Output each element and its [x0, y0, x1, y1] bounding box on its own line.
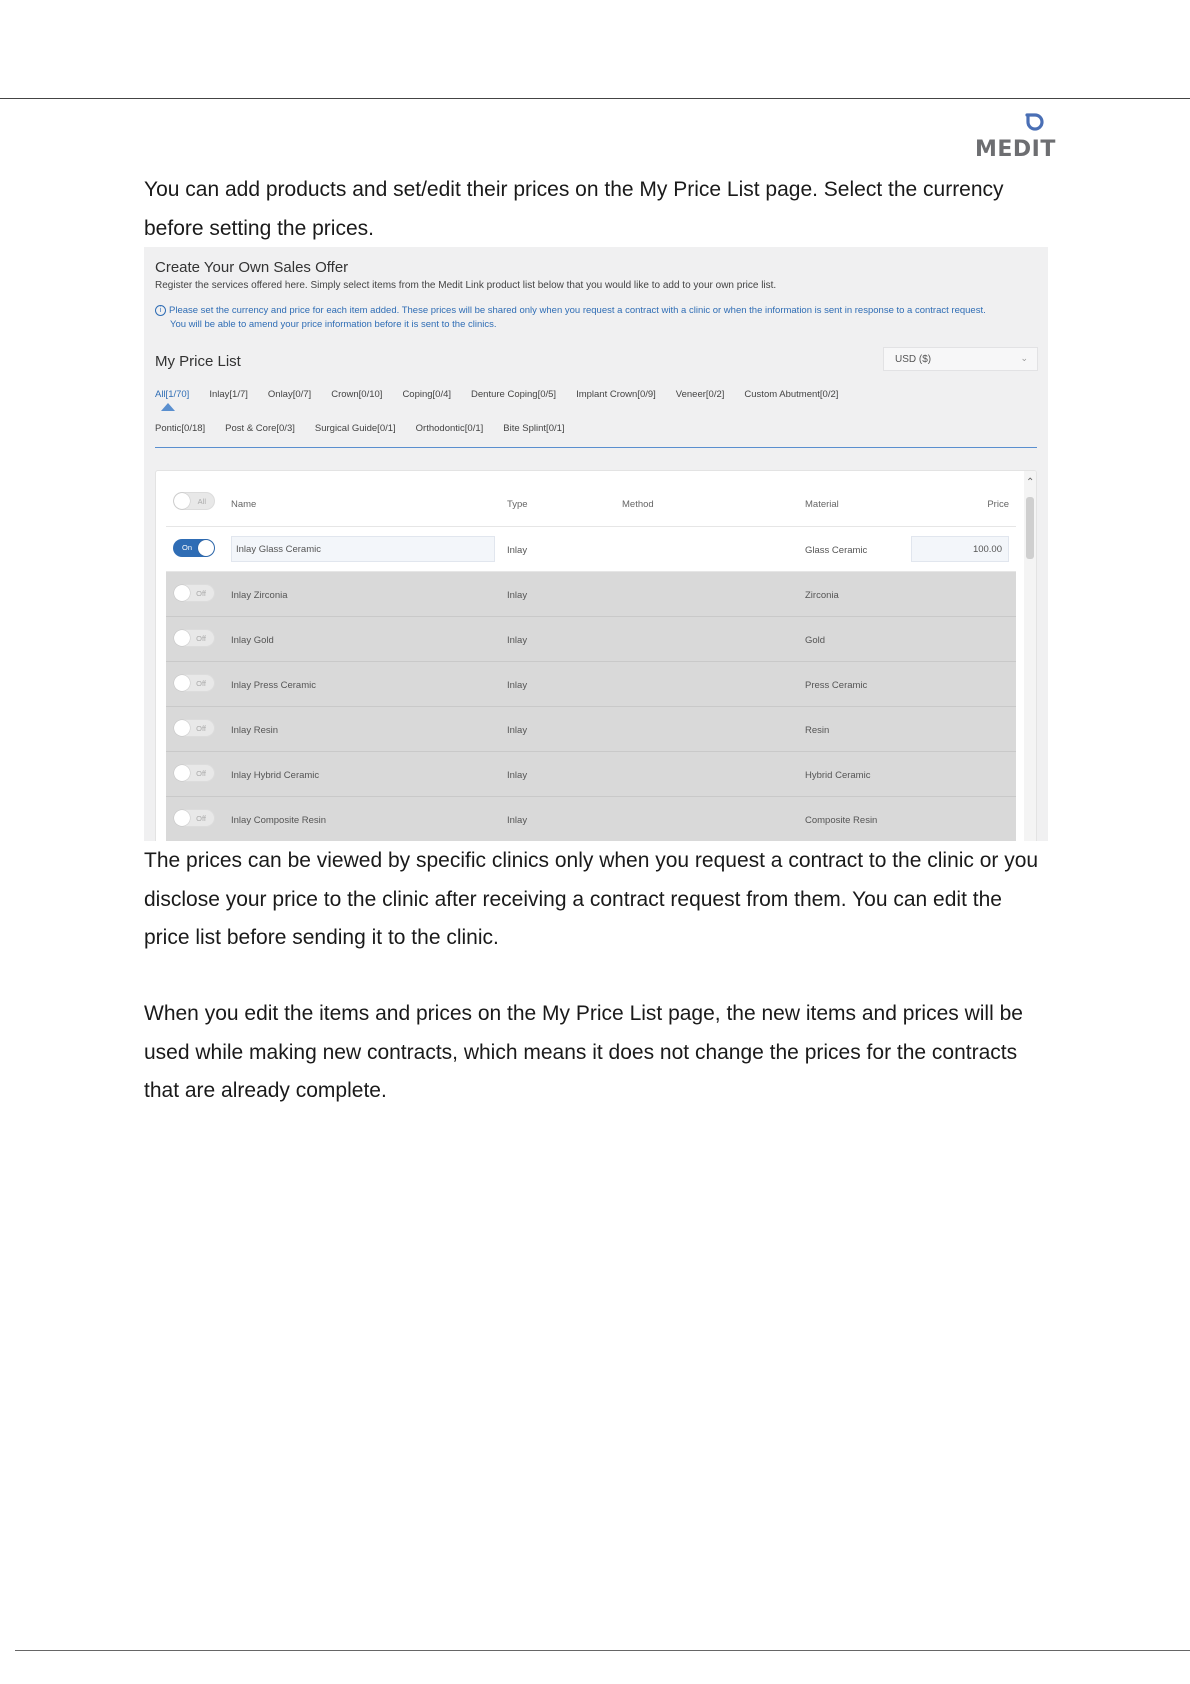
tab-surgical-guide[interactable]: Surgical Guide[0/1]: [314, 423, 396, 434]
tab-bite-splint[interactable]: Bite Splint[0/1]: [503, 423, 565, 434]
medit-logo-wordmark: MEDIT: [975, 137, 1056, 162]
item-toggle[interactable]: [173, 629, 215, 647]
header-material: Material: [805, 499, 839, 510]
scrollbar-thumb[interactable]: [1026, 497, 1034, 559]
tab-crown[interactable]: Crown[0/10]: [331, 389, 383, 400]
table-row: [166, 752, 1016, 797]
tab-veneer[interactable]: Veneer[0/2]: [675, 389, 725, 400]
item-toggle-label: Off: [196, 589, 206, 598]
item-type: Inlay: [507, 545, 528, 556]
toggle-knob: [174, 720, 190, 736]
header-price: Price: [987, 499, 1009, 510]
tab-denture-coping[interactable]: Denture Coping[0/5]: [471, 389, 557, 400]
sales-offer-title: Create Your Own Sales Offer: [155, 259, 349, 276]
tab-post-core[interactable]: Post & Core[0/3]: [225, 423, 295, 434]
viewing-paragraph: The prices can be viewed by specific clinics only when you request a contract to the clinic or you disclose your price to the clinic after receiving a contract request from them. You can edit the price list before sending it to the clinic.: [144, 849, 1039, 950]
item-type: Inlay: [507, 770, 528, 781]
header-method: Method: [622, 499, 654, 510]
price-list-screenshot: [144, 247, 1048, 841]
toggle-knob: [174, 493, 190, 509]
item-toggle[interactable]: [173, 674, 215, 692]
table-row: [166, 617, 1016, 662]
item-toggle-label: Off: [196, 679, 206, 688]
item-toggle[interactable]: [173, 584, 215, 602]
table-row: [166, 707, 1016, 752]
tab-inlay[interactable]: Inlay[1/7]: [209, 389, 248, 400]
select-all-toggle[interactable]: [173, 492, 215, 510]
tab-implant-crown[interactable]: Implant Crown[0/9]: [576, 389, 656, 400]
category-tabs-row-1: [155, 389, 858, 400]
item-type: Inlay: [507, 590, 528, 601]
item-toggle-label: Off: [196, 724, 206, 733]
toggle-knob: [174, 630, 190, 646]
my-price-list-title: My Price List: [155, 353, 241, 370]
item-toggle-label: Off: [196, 634, 206, 643]
medit-logo-mark-icon: [1023, 112, 1045, 134]
item-toggle[interactable]: [173, 539, 215, 557]
price-table: [155, 470, 1037, 841]
item-name-field[interactable]: Inlay Glass Ceramic: [231, 536, 495, 562]
item-toggle[interactable]: [173, 719, 215, 737]
header-type: Type: [507, 499, 528, 510]
toggle-knob: [174, 810, 190, 826]
footer-rule: [15, 1650, 1190, 1651]
item-toggle-label: Off: [196, 814, 206, 823]
item-toggle[interactable]: [173, 764, 215, 782]
item-name: Inlay Press Ceramic: [231, 680, 316, 691]
tab-all[interactable]: All[1/70]: [155, 389, 190, 400]
item-type: Inlay: [507, 680, 528, 691]
tabs-divider: [155, 447, 1037, 448]
intro-paragraph: You can add products and set/edit their prices on the My Price List page. Select the currency before setting the prices.: [144, 178, 1004, 240]
tab-onlay[interactable]: Onlay[0/7]: [267, 389, 312, 400]
active-tab-indicator-icon: [161, 403, 175, 411]
table-scrollbar[interactable]: [1024, 471, 1036, 841]
editing-paragraph: When you edit the items and prices on the My Price List page, the new items and prices will be used while making new contracts, which means it does not change the prices for the contracts that are already complete.: [144, 1002, 1023, 1103]
toggle-knob: [174, 765, 190, 781]
header-name: Name: [231, 499, 257, 510]
item-material: Resin: [805, 725, 830, 736]
currency-selected-value: USD ($): [895, 354, 932, 365]
item-material: Zirconia: [805, 590, 839, 601]
scroll-up-icon[interactable]: ⌃: [1026, 477, 1035, 488]
tab-custom-abutment[interactable]: Custom Abutment[0/2]: [744, 389, 839, 400]
chevron-down-icon: ⌄: [1020, 353, 1028, 363]
table-row: [166, 662, 1016, 707]
currency-select[interactable]: [883, 347, 1038, 371]
sales-offer-subtitle: Register the services offered here. Simply select items from the Medit Link product list below that you would like to add to your own price list.: [155, 280, 777, 291]
item-type: Inlay: [507, 815, 528, 826]
select-all-toggle-label: All: [197, 497, 206, 506]
notice-line-2: You will be able to amend your price information before it is sent to the clinics.: [170, 319, 497, 330]
item-material: Glass Ceramic: [805, 545, 868, 556]
table-row: [166, 572, 1016, 617]
item-name: Inlay Hybrid Ceramic: [231, 770, 320, 781]
toggle-knob: [174, 585, 190, 601]
item-toggle-label: On: [182, 543, 193, 552]
info-icon: i: [155, 305, 166, 316]
table-header: [166, 471, 1016, 527]
item-toggle-label: Off: [196, 769, 206, 778]
item-type: Inlay: [507, 635, 528, 646]
table-row: [166, 527, 1016, 572]
tab-pontic[interactable]: Pontic[0/18]: [155, 423, 206, 434]
notice-line-1: Please set the currency and price for each item added. These prices will be shared only when you request a contract with a clinic or when the information is sent in response to a contract request.: [169, 305, 986, 316]
medit-logo: [975, 112, 1056, 162]
item-toggle[interactable]: [173, 809, 215, 827]
item-material: Composite Resin: [805, 815, 878, 826]
item-name: Inlay Gold: [231, 635, 274, 646]
toggle-knob: [198, 540, 214, 556]
item-material: Press Ceramic: [805, 680, 868, 691]
item-name: Inlay Zirconia: [231, 590, 288, 601]
item-material: Gold: [805, 635, 826, 646]
item-name: Inlay Composite Resin: [231, 815, 327, 826]
table-row: [166, 797, 1016, 841]
currency-notice: [155, 304, 986, 332]
item-material: Hybrid Ceramic: [805, 770, 871, 781]
tab-orthodontic[interactable]: Orthodontic[0/1]: [415, 423, 484, 434]
item-price-field[interactable]: 100.00: [911, 536, 1009, 562]
item-type: Inlay: [507, 725, 528, 736]
tab-coping[interactable]: Coping[0/4]: [402, 389, 452, 400]
toggle-knob: [174, 675, 190, 691]
header-rule: [0, 98, 1190, 99]
category-tabs-row-2: [155, 423, 585, 434]
item-name: Inlay Resin: [231, 725, 278, 736]
